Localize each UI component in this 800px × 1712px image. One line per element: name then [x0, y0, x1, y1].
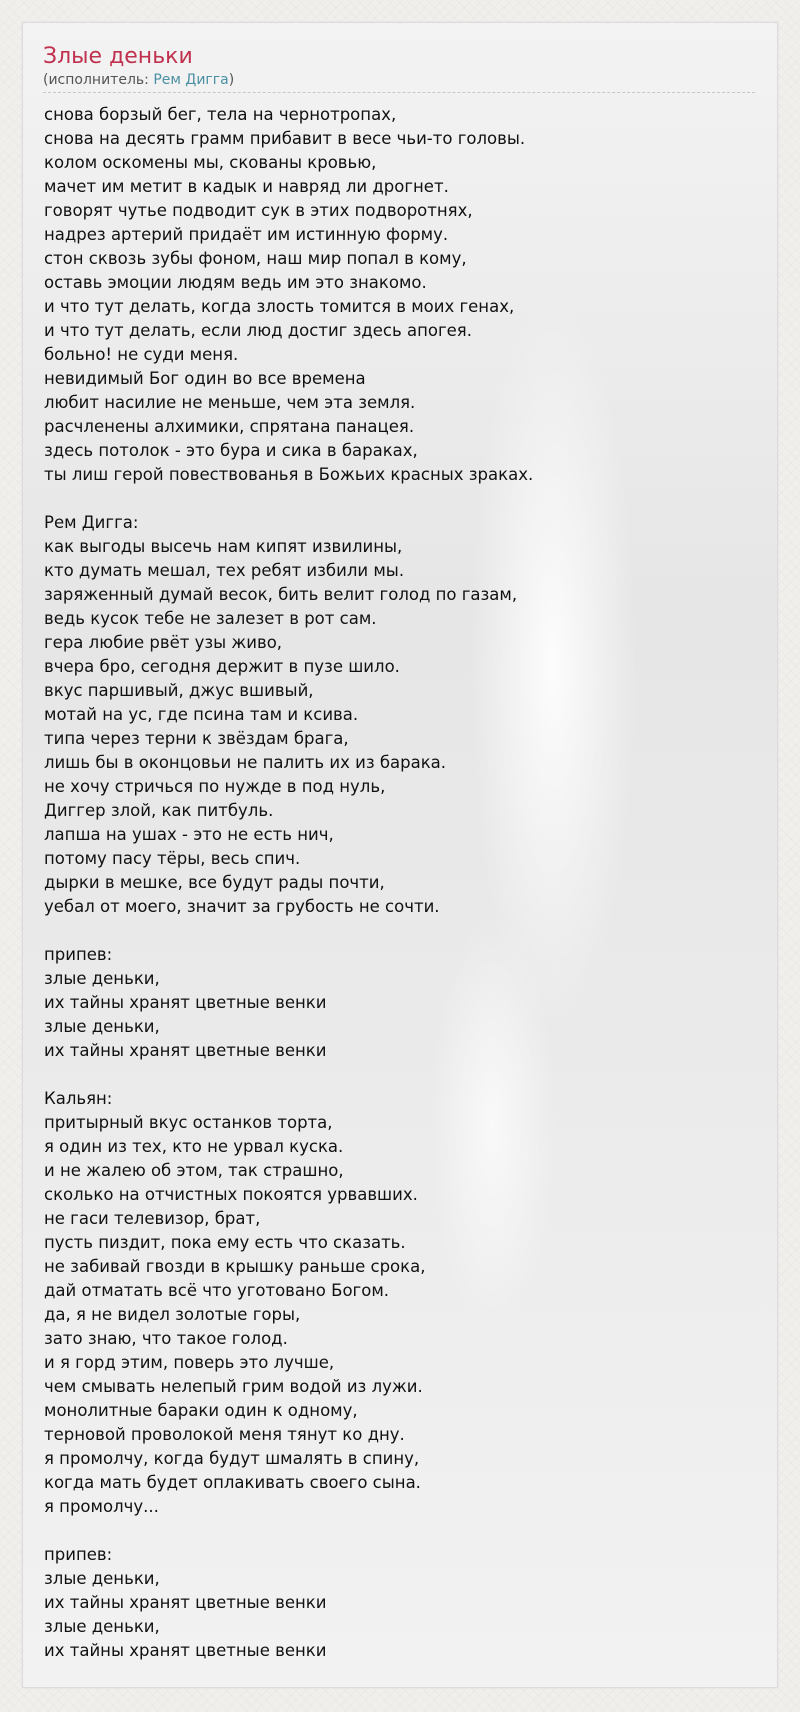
lyric-line: зато знаю, что такое голод. — [44, 1329, 288, 1348]
lyric-line: и что тут делать, когда злость томится в моих генах, — [44, 297, 515, 316]
lyric-line: я промолчу... — [44, 1497, 159, 1516]
artist-prefix: (исполнитель: — [43, 72, 154, 88]
lyric-line: злые деньки, — [44, 1017, 160, 1036]
lyric-line: их тайны хранят цветные венки — [44, 993, 327, 1012]
lyric-line: терновой проволокой меня тянут ко дну. — [44, 1425, 405, 1444]
lyrics-card — [22, 22, 778, 1688]
lyric-line: как выгоды высечь нам кипят извилины, — [44, 537, 403, 556]
lyric-line: Диггер злой, как питбуль. — [44, 801, 274, 820]
lyric-line: лапша на ушах - это не есть нич, — [44, 825, 334, 844]
lyric-line: притырный вкус останков торта, — [44, 1113, 333, 1132]
song-title: Злые деньки — [43, 44, 193, 69]
lyric-line: Кальян: — [44, 1089, 113, 1108]
lyric-line: Рем Дигга: — [44, 513, 139, 532]
lyric-line: да, я не видел золотые горы, — [44, 1305, 301, 1324]
lyric-line: невидимый Бог один во все времена — [44, 369, 366, 388]
lyric-line: вкус паршивый, джус вшивый, — [44, 681, 314, 700]
lyric-line: чем смывать нелепый грим водой из лужи. — [44, 1377, 423, 1396]
lyric-line: потому пасу тёры, весь спич. — [44, 849, 301, 868]
lyric-line: злые деньки, — [44, 1569, 160, 1588]
lyric-line: оставь эмоции людям ведь им это знакомо. — [44, 273, 427, 292]
lyric-line: не хочу стричься по нужде в под нуль, — [44, 777, 386, 796]
lyric-line: заряженный думай весок, бить велит голод по газам, — [44, 585, 518, 604]
artist-link[interactable]: Рем Дигга — [153, 72, 229, 88]
lyric-line: злые деньки, — [44, 1617, 160, 1636]
lyric-line: типа через терни к звёздам брага, — [44, 729, 349, 748]
lyric-line: мотай на ус, где псина там и ксива. — [44, 705, 359, 724]
lyric-line: не забивай гвозди в крышку раньше срока, — [44, 1257, 426, 1276]
lyric-line: расчленены алхимики, спрятана панацея. — [44, 417, 415, 436]
lyric-line: сколько на отчистных покоятся урвавших. — [44, 1185, 418, 1204]
lyric-line — [44, 487, 756, 511]
lyric-line: их тайны хранят цветные венки — [44, 1641, 327, 1660]
lyric-line: не гаси телевизор, брат, — [44, 1209, 261, 1228]
lyric-line: злые деньки, — [44, 969, 160, 988]
lyric-line: снова борзый бег, тела на чернотропах, — [44, 105, 397, 124]
lyric-line: снова на десять грамм прибавит в весе чьи-то головы. — [44, 129, 526, 148]
lyric-line — [44, 919, 756, 943]
lyric-line: говорят чутье подводит сук в этих подворотнях, — [44, 201, 473, 220]
lyric-line: здесь потолок - это бура и сика в бараках, — [44, 441, 418, 460]
lyric-line: припев: — [44, 945, 113, 964]
lyric-line — [44, 1063, 756, 1087]
artist-line — [43, 71, 755, 89]
lyric-line: лишь бы в оконцовьи не палить их из барака. — [44, 753, 447, 772]
song-header — [43, 43, 755, 93]
lyric-line: кто думать мешал, тех ребят избили мы. — [44, 561, 405, 580]
lyrics-text — [44, 103, 756, 1663]
artist-suffix: ) — [228, 72, 235, 88]
lyric-line — [44, 1519, 756, 1543]
lyric-line: и я горд этим, поверь это лучше, — [44, 1353, 335, 1372]
lyric-line: припев: — [44, 1545, 113, 1564]
lyric-line: уебал от моего, значит за грубость не сочти. — [44, 897, 440, 916]
lyric-line: ты лиш герой повествованья в Божьих красных зраках. — [44, 465, 534, 484]
lyric-line: надрез артерий придаёт им истинную форму. — [44, 225, 449, 244]
lyric-line: ведь кусок тебе не залезет в рот сам. — [44, 609, 377, 628]
lyric-line: их тайны хранят цветные венки — [44, 1593, 327, 1612]
lyric-line: дай отматать всё что уготовано Богом. — [44, 1281, 390, 1300]
lyric-line: любит насилие не меньше, чем эта земля. — [44, 393, 416, 412]
lyric-line: гера любие рвёт узы живо, — [44, 633, 283, 652]
lyric-line: их тайны хранят цветные венки — [44, 1041, 327, 1060]
lyric-line: больно! не суди меня. — [44, 345, 239, 364]
lyric-line: мачет им метит в кадык и навряд ли дрогнет. — [44, 177, 449, 196]
lyric-line: я один из тех, кто не урвал куска. — [44, 1137, 344, 1156]
lyric-line: дырки в мешке, все будут рады почти, — [44, 873, 385, 892]
lyric-line: стон сквозь зубы фоном, наш мир попал в кому, — [44, 249, 467, 268]
lyric-line: я промолчу, когда будут шмалять в спину, — [44, 1449, 420, 1468]
lyric-line: вчера бро, сегодня держит в пузе шило. — [44, 657, 400, 676]
lyric-line: и не жалею об этом, так страшно, — [44, 1161, 344, 1180]
lyric-line: монолитные бараки один к одному, — [44, 1401, 358, 1420]
lyric-line: пусть пиздит, пока ему есть что сказать. — [44, 1233, 406, 1252]
lyric-line: и что тут делать, если люд достиг здесь апогея. — [44, 321, 472, 340]
lyric-line: когда мать будет оплакивать своего сына. — [44, 1473, 421, 1492]
lyric-line: колом оскомены мы, скованы кровью, — [44, 153, 377, 172]
